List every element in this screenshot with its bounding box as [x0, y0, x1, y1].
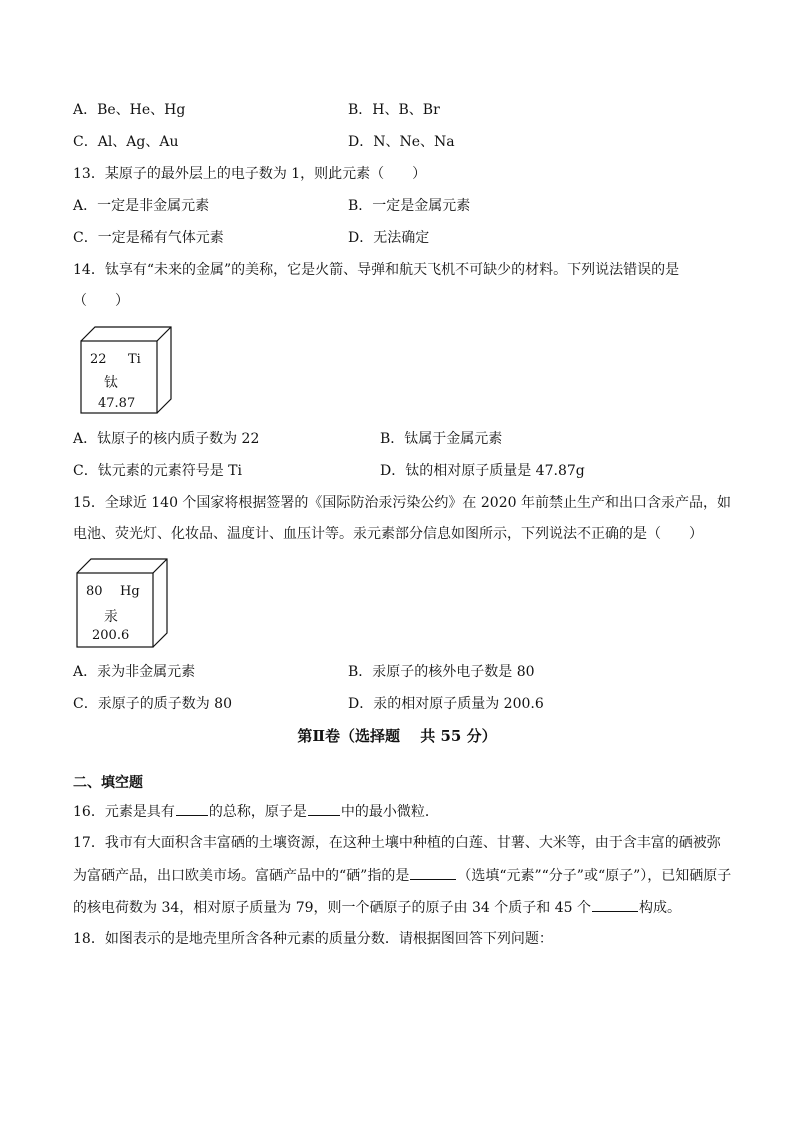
element-name: 钛: [104, 375, 118, 391]
q14-option-b: B．钛属于金属元素: [380, 431, 503, 447]
atomic-mass: 200.6: [92, 628, 130, 643]
q15-option-a: A．汞为非金属元素: [73, 664, 196, 680]
section-title: 第Ⅱ卷（选择题 共 55 分）: [297, 727, 497, 745]
q13-option-a: A．一定是非金属元素: [73, 198, 210, 214]
q17-line-1: 17．我市有大面积含丰富硒的土壤资源，在这种土壤中种植的白莲、甘薯、大米等，由于含丰富的硒被弥: [73, 835, 721, 851]
q15-option-c: C．汞原子的质子数为 80: [73, 696, 232, 712]
atomic-number: 22: [90, 352, 107, 367]
q17-line-2-part-b: （选填“元素”“分子”或“原子”），已知硒原子: [457, 868, 732, 884]
element-symbol: Ti: [128, 352, 141, 367]
q13-option-b: B．一定是金属元素: [348, 198, 471, 214]
q15-option-b: B．汞原子的核外电子数是 80: [348, 664, 535, 680]
q17-line-3-part-b: 构成。: [638, 900, 681, 916]
q16-part-2: 的总称，原子是: [208, 804, 307, 820]
q16-part-1: 16．元素是具有: [73, 804, 175, 820]
q17-line-2: [73, 865, 731, 886]
q18-stem: 18．如图表示的是地壳里所含各种元素的质量分数．请根据图回答下列问题：: [73, 931, 553, 947]
q16-text: [73, 801, 439, 822]
q17-line-3: [73, 897, 681, 918]
answer-blank[interactable]: [176, 801, 208, 816]
q14-stem-continued: （ ）: [73, 293, 129, 309]
q12-option-a: A．Be、He、Hg: [73, 102, 186, 118]
part-heading: 二、填空题: [73, 775, 143, 791]
mercury-element-cell: [76, 558, 176, 650]
q12-option-d: D．N、Ne、Na: [348, 134, 455, 150]
q15-stem-continued: 电池、荧光灯、化妆品、温度计、血压计等。汞元素部分信息如图所示，下列说法不正确的是（ ）: [73, 526, 703, 542]
q15-option-d: D．汞的相对原子质量为 200.6: [348, 696, 544, 712]
q15-stem: 15．全球近 140 个国家将根据签署的《国际防治汞污染公约》在 2020 年前禁止生产和出口含汞产品，如: [73, 495, 731, 511]
q17-line-3-part-a: 的核电荷数为 34，相对原子质量为 79，则一个硒原子的原子由 34 个质子和 45 个: [73, 900, 591, 916]
q13-stem: 13．某原子的最外层上的电子数为 1，则此元素（ ）: [73, 166, 427, 182]
q14-option-d: D．钛的相对原子质量是 47.87g: [380, 463, 585, 479]
answer-blank[interactable]: [410, 865, 456, 880]
q16-part-3: 中的最小微粒．: [340, 804, 439, 820]
q13-option-d: D．无法确定: [348, 230, 430, 246]
q14-option-a: A．钛原子的核内质子数为 22: [73, 431, 260, 447]
element-name: 汞: [104, 609, 118, 625]
answer-blank[interactable]: [592, 897, 638, 912]
answer-blank[interactable]: [308, 801, 340, 816]
q12-option-c: C．Al、Ag、Au: [73, 134, 179, 150]
titanium-element-cell: [80, 326, 180, 418]
q14-option-c: C．钛元素的元素符号是 Ti: [73, 463, 242, 479]
q12-option-b: B．H、B、Br: [348, 102, 440, 118]
q17-line-2-part-a: 为富硒产品，出口欧美市场。富硒产品中的“硒”指的是: [73, 868, 410, 884]
q14-stem: 14．钛享有“未来的金属”的美称，它是火箭、导弹和航天飞机不可缺少的材料。下列说法错误的是: [73, 262, 680, 278]
q13-option-c: C．一定是稀有气体元素: [73, 230, 224, 246]
atomic-mass: 47.87: [98, 396, 136, 411]
element-symbol: Hg: [120, 584, 140, 599]
atomic-number: 80: [86, 584, 103, 599]
